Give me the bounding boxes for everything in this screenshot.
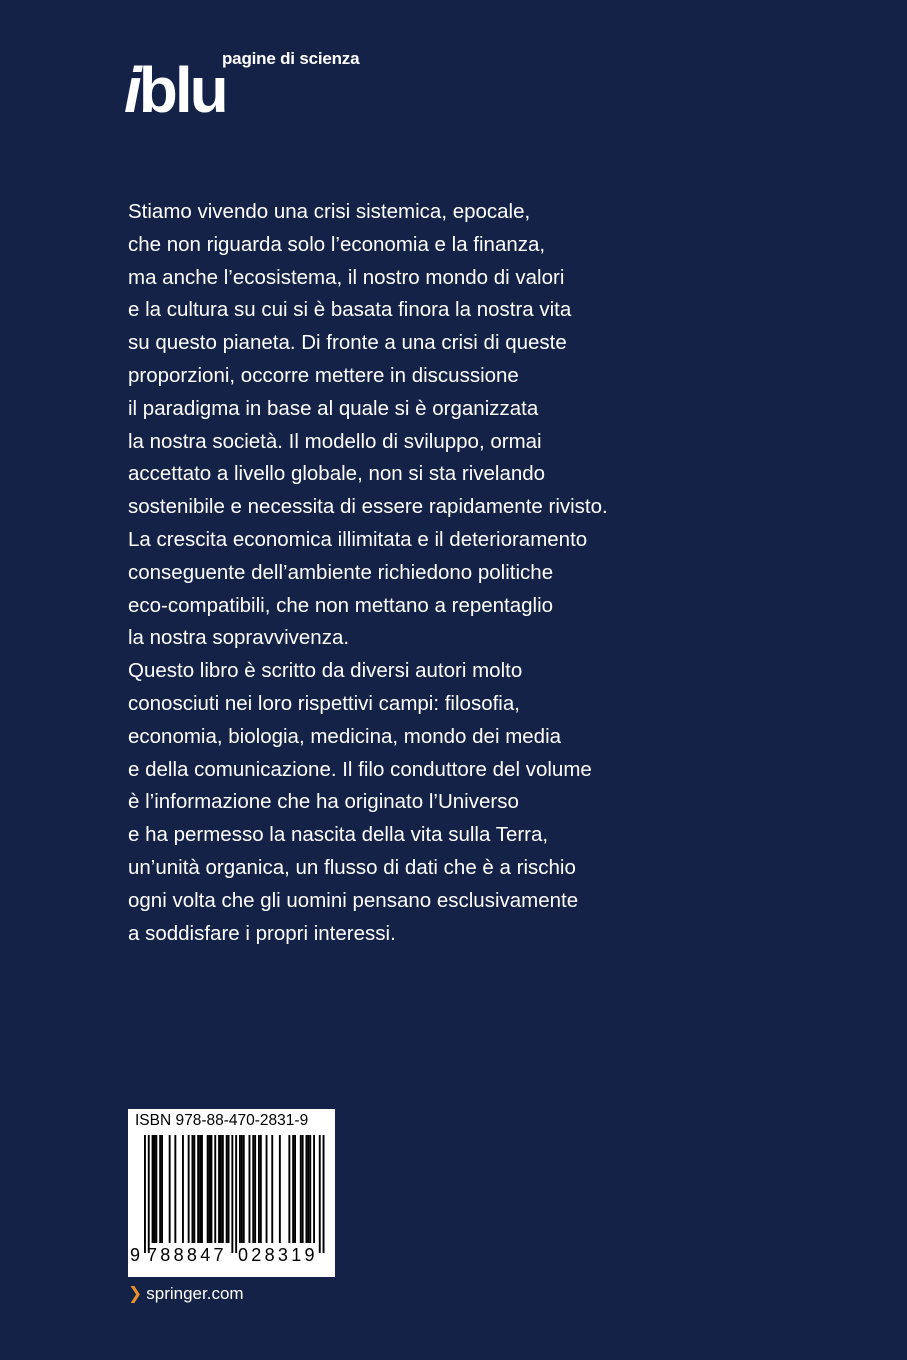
- barcode-bar: [159, 1135, 161, 1243]
- blurb-line: accettato a livello globale, non si sta rivelando: [128, 462, 546, 486]
- barcode-guard-bar: [148, 1135, 150, 1253]
- barcode-bar: [226, 1135, 228, 1243]
- series-tagline: pagine di scienza: [222, 49, 360, 68]
- barcode-bar: [207, 1135, 209, 1243]
- blurb-line: eco-compatibili, che non mettano a repentaglio: [128, 593, 554, 617]
- barcode-bar: [211, 1135, 213, 1243]
- blurb-line: ma anche l’ecosistema, il nostro mondo di valori: [128, 265, 565, 289]
- barcode-bar: [152, 1135, 154, 1243]
- barcode-bar: [218, 1135, 220, 1243]
- barcode-guard-bar: [323, 1135, 325, 1253]
- publisher-site[interactable]: [128, 1285, 244, 1302]
- blurb-line: la nostra sopravvivenza.: [128, 626, 350, 650]
- barcode-bar: [222, 1135, 224, 1243]
- publisher-site-label: springer.com: [146, 1284, 244, 1303]
- barcode-bar: [307, 1135, 309, 1243]
- series-wordmark: [124, 54, 226, 126]
- blurb-line: che non riguarda solo l’economia e la finanza,: [128, 232, 546, 256]
- blurb-line: il paradigma in base al quale si è organizzata: [128, 396, 539, 420]
- blurb-line: La crescita economica illimitata e il deterioramento: [128, 527, 588, 551]
- blurb-line: proporzioni, occorre mettere in discussione: [128, 363, 519, 387]
- chevron-right-icon: ❯: [128, 1284, 143, 1303]
- barcode-bar: [258, 1135, 260, 1243]
- barcode-bar: [155, 1135, 157, 1243]
- blurb-line: su questo pianeta. Di fronte a una crisi di queste: [128, 331, 567, 355]
- barcode-bar: [161, 1135, 163, 1243]
- blurb-line: e ha permesso la nascita della vita sulla Terra,: [128, 823, 549, 847]
- barcode-bar: [309, 1135, 311, 1243]
- barcode-bar: [188, 1135, 190, 1243]
- barcode-bar: [306, 1135, 308, 1243]
- barcode-bar: [279, 1135, 281, 1243]
- blurb-line: la nostra società. Il modello di sviluppo, ormai: [128, 429, 542, 453]
- blurb-line: è l’informazione che ha originato l’Universo: [128, 790, 519, 814]
- barcode-bar: [199, 1135, 201, 1243]
- barcode-bar: [154, 1135, 156, 1243]
- blurb-line: conseguente dell’ambiente richiedono politiche: [128, 560, 554, 584]
- series-wordmark-rest: blu: [138, 54, 226, 126]
- blurb-line: sostenibile e necessita di essere rapidamente rivisto.: [128, 495, 608, 519]
- barcode-guard-bar: [235, 1135, 237, 1253]
- barcode-bar: [201, 1135, 203, 1243]
- barcode-bar: [252, 1135, 254, 1243]
- blurb-line: ogni volta che gli uomini pensano esclusivamente: [128, 888, 579, 912]
- barcode-bar: [292, 1135, 294, 1243]
- barcode-bar: [300, 1135, 302, 1243]
- blurb-line: Stiamo vivendo una crisi sistemica, epocale,: [128, 200, 531, 223]
- ean-left-digits: 788847: [147, 1245, 227, 1265]
- barcode-bar: [209, 1135, 211, 1243]
- barcode-bar: [220, 1135, 222, 1243]
- barcode-bar: [271, 1135, 273, 1243]
- barcode-guard-bar: [319, 1135, 321, 1253]
- back-cover-blurb: [128, 196, 768, 950]
- barcode-bar: [182, 1135, 184, 1243]
- barcode-guard-bar: [231, 1135, 233, 1253]
- barcode-guard-bar: [144, 1135, 146, 1253]
- barcode-bar: [243, 1135, 245, 1243]
- barcode-bar: [214, 1135, 216, 1243]
- barcode-bar: [239, 1135, 241, 1243]
- barcode-bar: [197, 1135, 199, 1243]
- barcode-bar: [174, 1135, 176, 1243]
- barcode-bar: [192, 1135, 194, 1243]
- barcode-bar: [302, 1135, 304, 1243]
- barcode-bar: [294, 1135, 296, 1243]
- barcode-bar: [241, 1135, 243, 1243]
- barcode-bar: [228, 1135, 230, 1243]
- blurb-line: conosciuti nei loro rispettivi campi: filosofia,: [128, 691, 520, 715]
- blurb-line: e la cultura su cui si è basata finora la nostra vita: [128, 298, 572, 322]
- blurb-line: e della comunicazione. Il filo conduttore del volume: [128, 757, 592, 781]
- series-logo: [124, 48, 364, 130]
- series-wordmark-i: i: [124, 54, 139, 126]
- barcode-bar: [266, 1135, 268, 1243]
- ean-first-digit: 9: [130, 1245, 141, 1265]
- barcode-bar: [254, 1135, 256, 1243]
- barcode-bar: [249, 1135, 251, 1243]
- barcode-bar: [169, 1135, 171, 1243]
- isbn-label: ISBN 978-88-470-2831-9: [135, 1112, 309, 1129]
- ean-right-digits: 028319: [238, 1245, 318, 1265]
- blurb-line: economia, biologia, medicina, mondo dei media: [128, 724, 562, 748]
- barcode-bar: [313, 1135, 315, 1243]
- barcode-bar: [260, 1135, 262, 1243]
- blurb-line: un’unità organica, un flusso di dati che è a rischio: [128, 855, 576, 879]
- barcode-bar: [193, 1135, 195, 1243]
- blurb-line: a soddisfare i propri interessi.: [128, 921, 396, 945]
- barcode-bar: [288, 1135, 290, 1243]
- isbn-barcode: [128, 1109, 335, 1277]
- blurb-line: Questo libro è scritto da diversi autori molto: [128, 659, 523, 683]
